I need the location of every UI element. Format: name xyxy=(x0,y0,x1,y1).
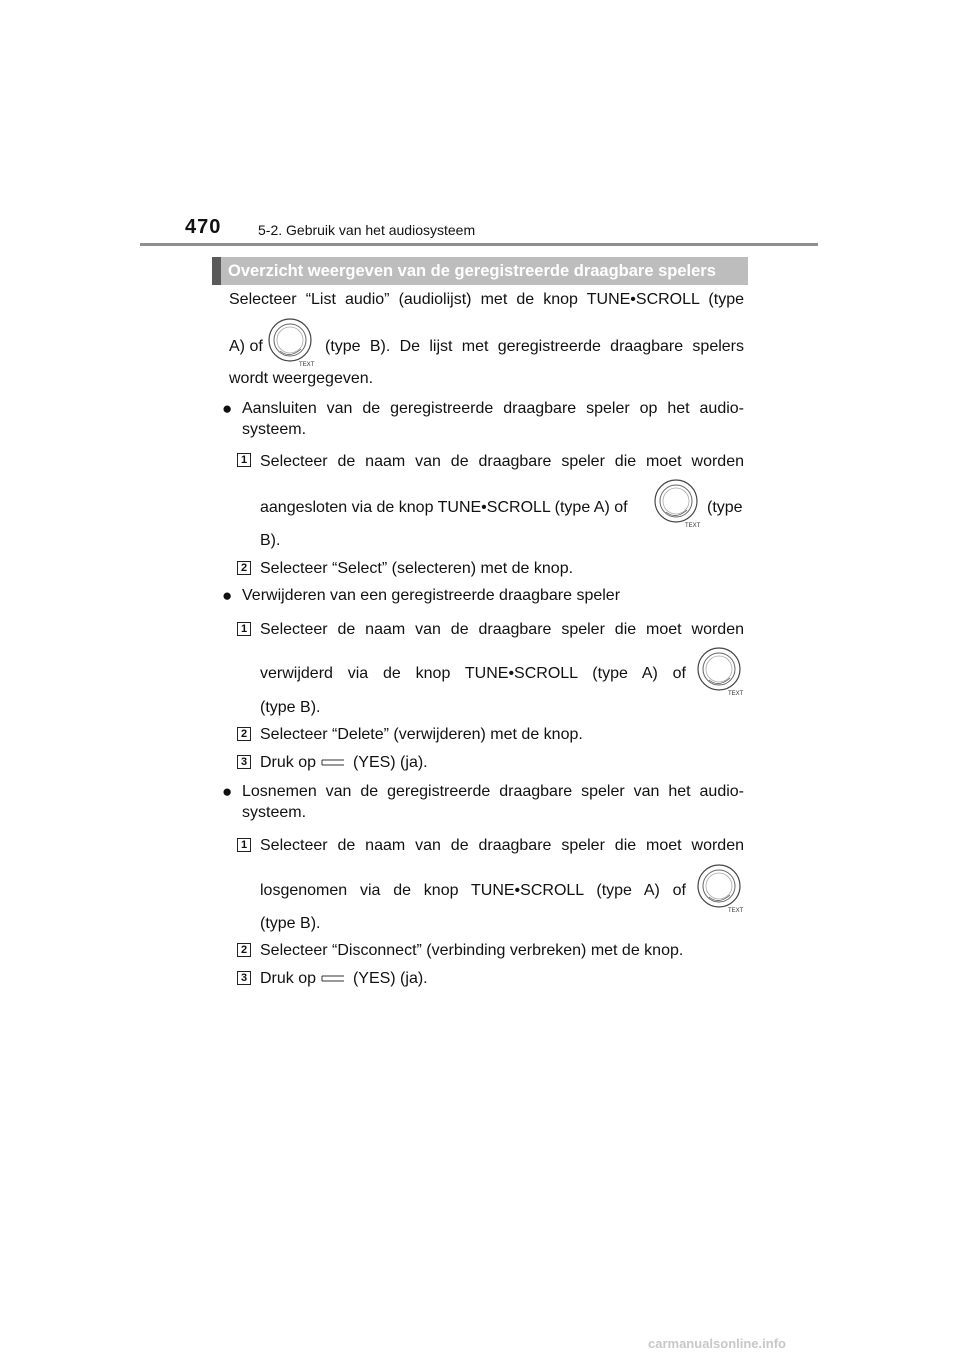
tune-scroll-dial-icon xyxy=(697,864,747,914)
bullet-icon: ● xyxy=(222,782,233,801)
step-number: 2 xyxy=(237,561,251,575)
dial-caption: TEXT xyxy=(299,362,315,368)
bullet-icon: ● xyxy=(222,586,233,605)
dial-caption: TEXT xyxy=(685,523,701,529)
connect-step1-line-3: B). xyxy=(260,532,281,549)
step-number: 2 xyxy=(237,727,251,741)
connect-title-line-1: Aansluiten van de geregistreerde draagbare speler op het audio- xyxy=(242,400,744,417)
connect-step1-line-2b: (type xyxy=(707,499,743,516)
delete-step1-line-1: Selecteer de naam van de draagbare speler die moet worden xyxy=(260,621,744,638)
section-title: 5-2. Gebruik van het audiosysteem xyxy=(258,222,476,238)
disconnect-step1-line-2: losgenomen via de knop TUNE•SCROLL (type A) of xyxy=(260,882,686,899)
section-heading-text: Overzicht weergeven van de geregistreerde draagbare spelers xyxy=(228,262,716,280)
connect-step1-line-1: Selecteer de naam van de draagbare speler die moet worden xyxy=(260,453,744,470)
intro-line-3: wordt weergegeven. xyxy=(229,370,374,387)
disconnect-step1-line-1: Selecteer de naam van de draagbare speler die moet worden xyxy=(260,837,744,854)
delete-step3-text-b: (YES) (ja). xyxy=(352,754,428,771)
disconnect-step1-line-3: (type B). xyxy=(260,915,321,932)
yes-soft-key-icon xyxy=(321,974,345,983)
disconnect-title-line-2: systeem. xyxy=(242,804,307,821)
delete-step1-line-2: verwijderd via de knop TUNE•SCROLL (type A) of xyxy=(260,665,686,682)
step-number: 1 xyxy=(237,453,251,467)
intro-line-2a: A) of xyxy=(229,338,263,355)
dial-caption: TEXT xyxy=(728,908,744,914)
delete-step3-text-a: Druk op xyxy=(260,754,317,771)
connect-step1-line-2a: aangesloten via de knop TUNE•SCROLL (type A) of xyxy=(260,499,628,516)
disconnect-step3-text-b: (YES) (ja). xyxy=(352,970,428,987)
bullet-icon: ● xyxy=(222,399,233,418)
header-divider xyxy=(140,243,818,246)
tune-scroll-dial-icon xyxy=(268,318,318,368)
watermark-footer: carmanualsonline.info xyxy=(648,1336,786,1351)
section-heading xyxy=(212,257,748,285)
disconnect-step3-text-a: Druk op xyxy=(260,970,317,987)
delete-step2-text: Selecteer “Delete” (verwijderen) met de knop. xyxy=(260,726,583,743)
disconnect-step2-text: Selecteer “Disconnect” (verbinding verbreken) met de knop. xyxy=(260,942,684,959)
delete-step3-text xyxy=(260,753,428,773)
delete-title: Verwijderen van een geregistreerde draagbare speler xyxy=(242,587,621,604)
yes-soft-key-icon xyxy=(321,758,345,767)
page-number: 470 xyxy=(185,216,222,238)
delete-step1-line-3: (type B). xyxy=(260,699,321,716)
step-number: 3 xyxy=(237,755,251,769)
intro-line-1: Selecteer “List audio” (audiolijst) met de knop TUNE•SCROLL (type xyxy=(229,291,744,308)
connect-title-line-2: systeem. xyxy=(242,421,307,438)
step-number: 3 xyxy=(237,971,251,985)
step-number: 1 xyxy=(237,838,251,852)
tune-scroll-dial-icon xyxy=(654,479,704,529)
connect-step2-text: Selecteer “Select” (selecteren) met de knop. xyxy=(260,560,574,577)
tune-scroll-dial-icon xyxy=(697,647,747,697)
step-number: 1 xyxy=(237,622,251,636)
dial-caption: TEXT xyxy=(728,691,744,697)
intro-line-2b: (type B). De lijst met geregistreerde draagbare spelers xyxy=(325,338,744,355)
disconnect-title-line-1: Losnemen van de geregistreerde draagbare speler van het audio- xyxy=(242,783,744,800)
disconnect-step3-text xyxy=(260,969,428,989)
step-number: 2 xyxy=(237,943,251,957)
